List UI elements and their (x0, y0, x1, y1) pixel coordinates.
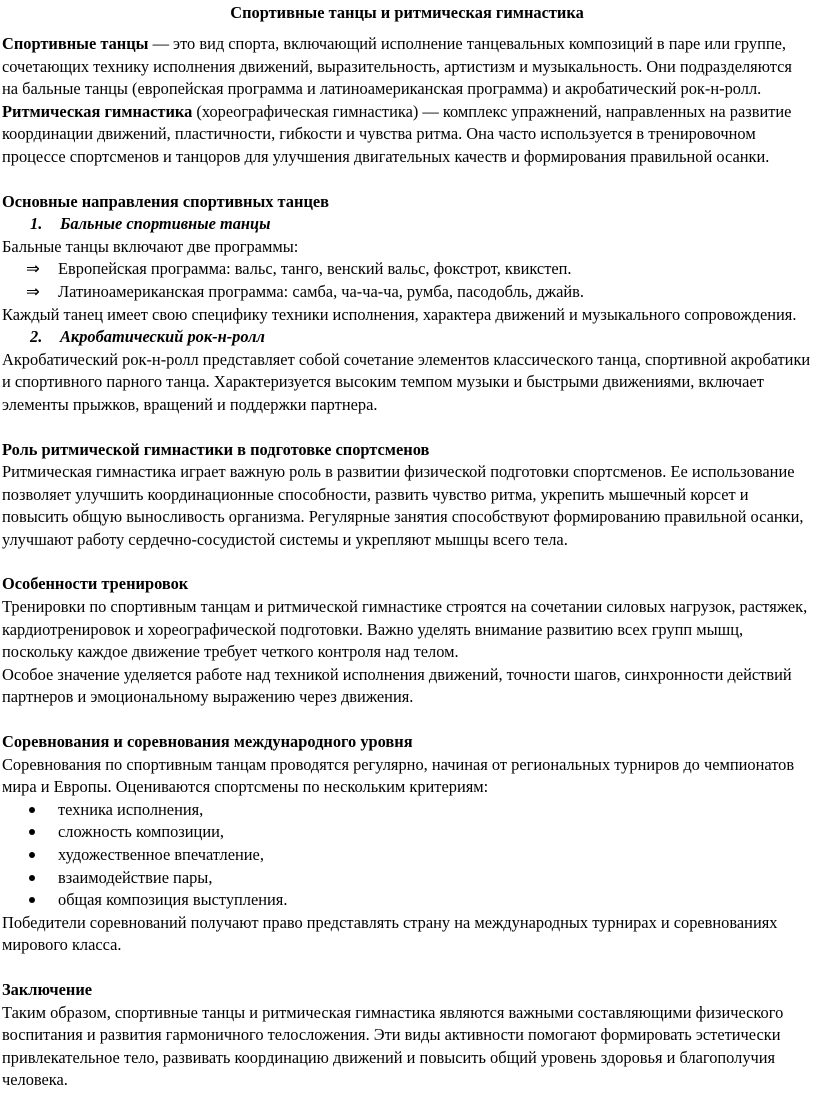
bullet-icon (29, 852, 35, 858)
intro-paragraph-rhythmic-gymnastics (2, 101, 812, 169)
heading-training: Особенности тренировок (2, 574, 189, 594)
criteria-list (2, 799, 812, 912)
competitions-intro: Соревнования по спортивным танцам проводятся регулярно, начиная от региональных турниров до чемпионатов мира и Европы. Оцениваются спортсмены по нескольким критериям: (2, 754, 795, 797)
training-paragraph-1: Тренировки по спортивным танцам и ритмической гимнастике строятся на сочетании силовых нагрузок, растяжек, кардиотренировок и хореографической подготовки. Важно уделять внимание развитию всех групп мышц, поскольку каждое движение требует четкого контроля над телом. (2, 597, 808, 662)
program-european: Европейская программа: вальс, танго, венский вальс, фокстрот, квикстеп. (58, 259, 572, 279)
bullet-icon (29, 875, 35, 881)
term-sport-dance: Спортивные танцы (2, 34, 149, 53)
number-1: 1. (30, 214, 43, 234)
ballroom-intro: Бальные танцы включают две программы: (2, 236, 299, 256)
definition-sport-dance: — это вид спорта, включающий исполнение танцевальных композиций в паре или группе, сочетающих технику исполнения движений, выразительность, артистизм и музыкальность. Они подразделяются на бальные танцы (европейская программа и латиноамериканская программа) и акробатический рок-н-ролл. (2, 34, 792, 99)
criterion-text: сложность композиции, (58, 822, 224, 842)
number-2: 2. (30, 327, 43, 347)
criterion-text: художественное впечатление, (58, 845, 264, 864)
intro-paragraph-sport-dance (2, 33, 812, 101)
heading-competitions: Соревнования и соревнования международного уровня (2, 732, 413, 752)
ballroom-title: Бальные спортивные танцы (60, 214, 271, 234)
criterion-text: техника исполнения, (58, 799, 204, 819)
definition-rhythmic-gymnastics: (хореографическая гимнастика) — комплекс упражнений, направленных на развитие координации движений, пластичности, гибкости и чувства ритма. Она часто используется в тренировочном процессе спортсменов и танцоров для улучшения двигательных качеств и формирования правильной осанки. (2, 101, 792, 166)
arrow-icon: ⇒ (26, 281, 40, 301)
heading-directions: Основные направления спортивных танцев (2, 191, 330, 211)
numbered-heading-ballroom (2, 213, 812, 236)
list-item (2, 889, 812, 912)
list-item (2, 281, 812, 304)
program-latin: Латиноамериканская программа: самба, ча-ча-ча, румба, пасодобль, джайв. (58, 281, 584, 301)
criterion-text: общая композиция выступления. (58, 890, 288, 910)
criterion-text: взаимодействие пары, (58, 867, 213, 887)
term-rhythmic-gymnastics: Ритмическая гимнастика (2, 101, 193, 121)
competitions-outro: Победители соревнований получают право представлять страну на международных турнирах и соревнованиях мирового класса. (2, 912, 778, 955)
bullet-icon (29, 807, 35, 813)
list-item (2, 258, 812, 281)
document-title: Спортивные танцы и ритмическая гимнастика (230, 3, 584, 22)
numbered-heading-rock-n-roll (2, 326, 812, 349)
rock-n-roll-title: Акробатический рок-н-ролл (60, 327, 265, 347)
conclusion-text: Таким образом, спортивные танцы и ритмическая гимнастика являются важными составляющими физического воспитания и развития гармоничного телосложения. Эти виды активности помогают формировать эстетически привлекательное тело, развивать координацию движений и повысить общий уровень здоровья и благополучия человека. (2, 1002, 784, 1090)
heading-conclusion: Заключение (2, 979, 93, 999)
list-item (2, 867, 812, 890)
bullet-icon (29, 829, 35, 835)
bullet-icon (29, 897, 35, 903)
role-text: Ритмическая гимнастика играет важную роль в развитии физической подготовки спортсменов. Ее использование позволяет улучшить координационные способности, развить чувство ритма, укрепить мышечный корсет и повысить общую выносливость организма. Регулярные занятия способствуют формированию правильной осанки, улучшают работу сердечно-сосудистой системы и укрепляют мышцы всего тела. (2, 462, 804, 549)
training-paragraph-2: Особое значение уделяется работе над техникой исполнения движений, точности шагов, синхронности действий партнеров и эмоциональному выражению через движения. (2, 664, 792, 707)
list-item (2, 821, 812, 844)
arrow-icon: ⇒ (26, 259, 40, 279)
rock-n-roll-text: Акробатический рок-н-ролл представляет собой сочетание элементов классического танца, спортивной акробатики и спортивного парного танца. Характеризуется высоким темпом музыки и быстрыми движениями, включает элементы прыжков, вращений и поддержки партнера. (2, 349, 811, 414)
list-item (2, 844, 812, 867)
ballroom-outro: Каждый танец имеет свою специфику техники исполнения, характера движений и музыкального сопровождения. (2, 304, 797, 324)
program-list (2, 258, 812, 303)
list-item (2, 799, 812, 822)
heading-role: Роль ритмической гимнастики в подготовке спортсменов (2, 439, 430, 459)
